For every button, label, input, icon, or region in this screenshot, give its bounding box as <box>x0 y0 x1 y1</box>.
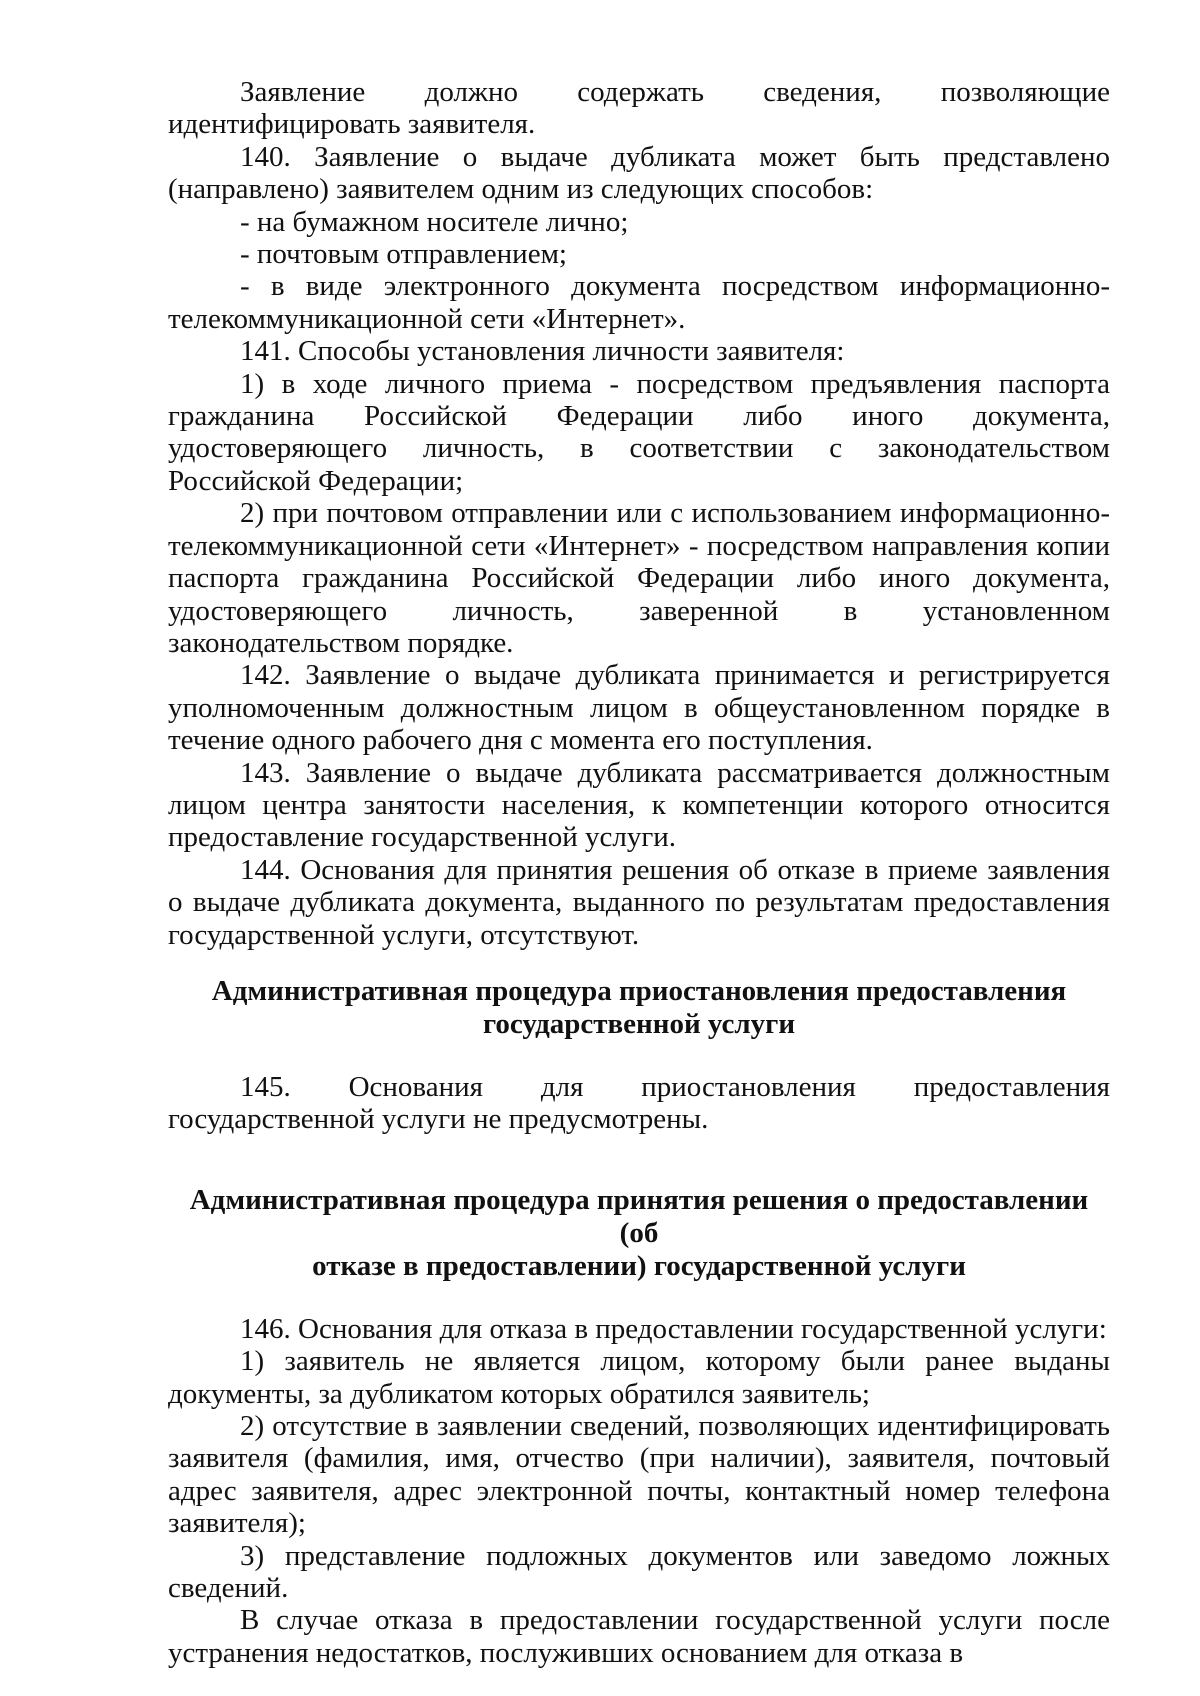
document-page <box>168 76 1110 1669</box>
list-item-146-1: 1) заявитель не является лицом, которому были ранее выданы документы, за дубликатом которых обратился заявитель; <box>168 1345 1110 1410</box>
section-heading-suspension-line1: Административная процедура приостановления предоставления <box>211 974 1067 1007</box>
section-heading-decision-line2: отказе в предоставлении) государственной услуги <box>312 1249 966 1282</box>
paragraph-refusal-case: В случае отказа в предоставлении государственной услуги после устранения недостатков, послуживших основанием для отказа в <box>168 1604 1110 1669</box>
paragraph-141: 141. Способы установления личности заявителя: <box>240 335 845 368</box>
section-heading-decision-line1: Административная процедура принятия решения о предоставлении (об <box>189 1183 1089 1249</box>
paragraph-140: 140. Заявление о выдаче дубликата может быть представлено (направлено) заявителем одним из следующих способов: <box>168 140 1110 206</box>
list-item-146-2: 2) отсутствие в заявлении сведений, позволяющих идентифицировать заявителя (фамилия, имя, отчество (при наличии), заявителя, почтовый адрес заявителя, адрес электронной почты, контактный номер телефона заявителя); <box>168 1410 1110 1540</box>
paragraph-144: 144. Основания для принятия решения об отказе в приеме заявления о выдаче дубликата документа, выданного по результатам предоставления государственной услуги, отсутствуют. <box>168 853 1110 951</box>
section-heading-decision <box>168 1184 1110 1283</box>
list-item-paper: - на бумажном носителе лично; <box>240 205 629 238</box>
paragraph-identification: Заявление должно содержать сведения, позволяющие идентифицировать заявителя. <box>168 76 1110 141</box>
paragraph-146: 146. Основания для отказа в предоставлении государственной услуги: <box>240 1312 1107 1345</box>
paragraph-142: 142. Заявление о выдаче дубликата принимается и регистрируется уполномоченным должностным лицом в общеустановленном порядке в течение одного рабочего дня с момента его поступления. <box>168 659 1110 757</box>
section-heading-suspension <box>168 975 1110 1041</box>
list-item-post: - почтовым отправлением; <box>240 238 567 271</box>
paragraph-145: 145. Основания для приостановления предоставления государственной услуги не предусмотрены. <box>168 1070 1110 1136</box>
section-heading-suspension-line2: государственной услуги <box>482 1007 796 1040</box>
list-item-141-2: 2) при почтовом отправлении или с использованием информационно-телекоммуникационной сети «Интернет» - посредством направления копии паспорта гражданина Российской Федерации либо иного документа, удостоверяющего личность, заверенной в установленном законодательством порядке. <box>168 497 1110 659</box>
list-item-141-1: 1) в ходе личного приема - посредством предъявления паспорта гражданина Российской Федерации либо иного документа, удостоверяющего личность, в соответствии с законодательством Российской Федерации; <box>168 367 1110 497</box>
list-item-electronic: - в виде электронного документа посредством информационно-телекоммуникационной сети «Интернет». <box>168 270 1110 335</box>
list-item-146-3: 3) представление подложных документов или заведомо ложных сведений. <box>168 1539 1110 1605</box>
paragraph-143: 143. Заявление о выдаче дубликата рассматривается должностным лицом центра занятости населения, к компетенции которого относится предоставление государственной услуги. <box>168 756 1110 854</box>
